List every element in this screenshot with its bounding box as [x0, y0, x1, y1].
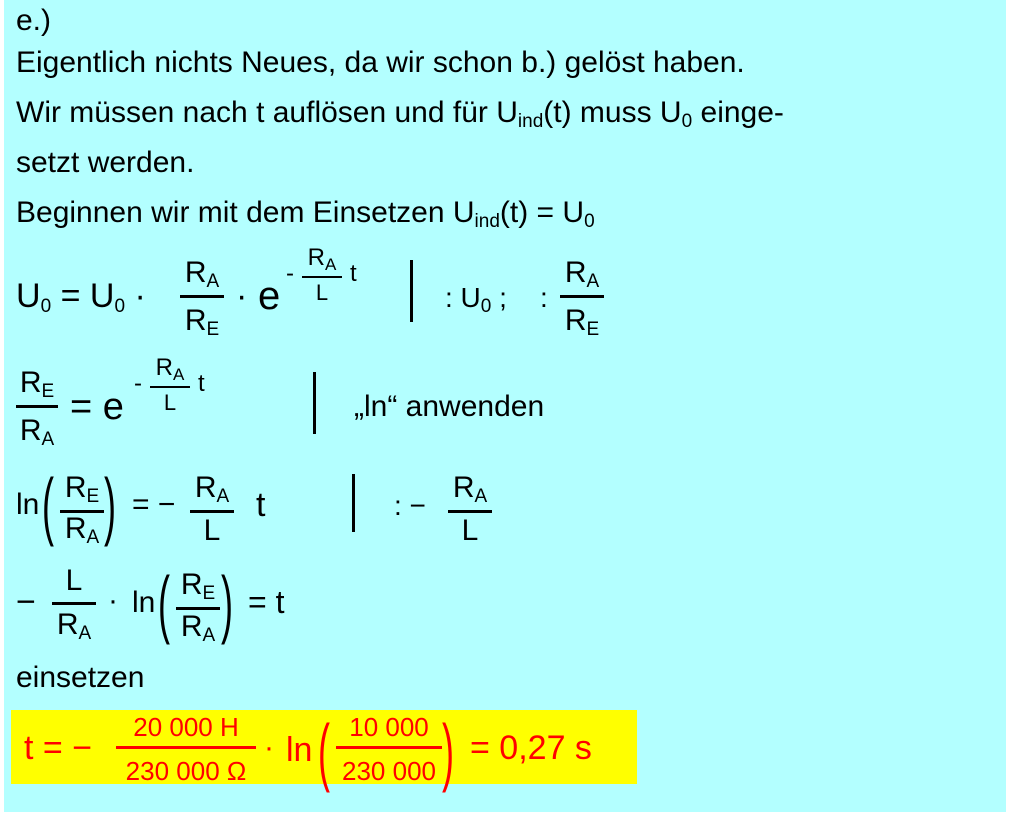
text-line-3: setzt werden. [16, 146, 195, 179]
right-paren: ) [221, 559, 233, 646]
right-paren: ) [442, 707, 454, 794]
divider [313, 372, 316, 434]
text-line-1: Eigentlich nichts Neues, da wir schon b.) gelöst haben. [16, 46, 745, 79]
left-paren: ( [42, 461, 54, 548]
left-paren: ( [158, 559, 170, 646]
einsetzen-label: einsetzen [16, 661, 145, 694]
right-paren: ) [104, 461, 116, 548]
divider [352, 474, 355, 532]
text-line-4: Beginnen wir mit dem Einsetzen $U_{ind}(t) = U_0$ [16, 196, 595, 232]
section-label: e.) [16, 4, 52, 37]
left-paren: ( [318, 707, 330, 794]
divider [410, 260, 413, 322]
text-line-2: Wir müssen nach t auflösen und für $U_{ind}(t)$ muss $U_0$ einge- [16, 96, 784, 132]
